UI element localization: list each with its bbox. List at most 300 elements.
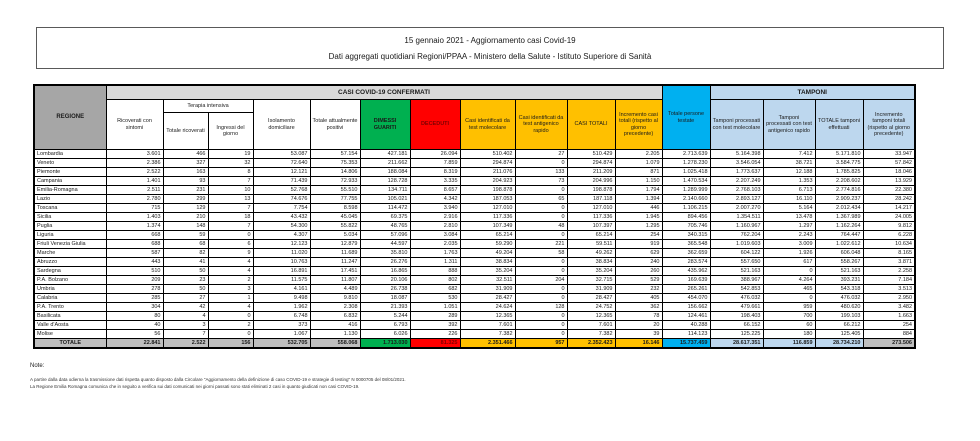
region-name: Toscana [34, 204, 106, 213]
data-cell: 2.035 [410, 240, 460, 249]
data-cell: 480.620 [815, 303, 863, 312]
data-cell: 265.261 [662, 285, 710, 294]
data-cell: 2 [208, 321, 253, 330]
data-cell: 13.478 [763, 213, 815, 222]
data-cell: 31.909 [567, 285, 615, 294]
group-header-casi-confermati: CASI COVID-19 CONFERMATI [106, 85, 662, 100]
data-cell: 0 [515, 330, 567, 339]
data-cell: 72.933 [310, 177, 360, 186]
data-cell: 35.810 [360, 249, 410, 258]
total-cell: 1.713.030 [360, 339, 410, 349]
region-name: Lazio [34, 195, 106, 204]
data-cell: 3 [208, 285, 253, 294]
data-cell: 11.575 [253, 276, 310, 285]
data-cell: 3.546.054 [710, 159, 763, 168]
table-row [34, 186, 915, 195]
data-cell: 521.163 [710, 267, 763, 276]
report-subtitle: Dati aggregati quotidiani Regioni/PPAA - Ministero della Salute - Istituto Superiore di Sanità [328, 52, 652, 61]
data-cell: 12.121 [253, 168, 310, 177]
data-cell: 60 [763, 321, 815, 330]
data-cell: 188.084 [360, 168, 410, 177]
region-name: P.A. Trento [34, 303, 106, 312]
data-cell: 1.785.825 [815, 168, 863, 177]
data-cell: 1.354.511 [710, 213, 763, 222]
data-cell: 427.181 [360, 150, 410, 159]
data-cell: 2.916 [410, 213, 460, 222]
data-cell: 327 [163, 159, 208, 168]
data-cell: 0 [208, 231, 253, 240]
data-cell: 2.258 [863, 267, 915, 276]
region-name: Lombardia [34, 150, 106, 159]
total-cell: 532.705 [253, 339, 310, 349]
data-cell: 2 [208, 276, 253, 285]
data-cell: 529 [615, 276, 662, 285]
data-cell: 58 [515, 249, 567, 258]
data-cell: 2.205 [615, 150, 662, 159]
data-cell: 5.034 [310, 231, 360, 240]
data-cell: 57.154 [310, 150, 360, 159]
region-name: Friuli Venezia Giulia [34, 240, 106, 249]
data-cell: 2.909.237 [815, 195, 863, 204]
data-cell: 392 [410, 321, 460, 330]
data-cell: 6.713 [763, 186, 815, 195]
data-cell: 0 [515, 258, 567, 267]
total-cell: 16.146 [615, 339, 662, 349]
table-row [34, 276, 915, 285]
table-row [34, 177, 915, 186]
region-name: Sardegna [34, 267, 106, 276]
data-cell: 254 [615, 231, 662, 240]
data-cell: 204.923 [460, 177, 515, 186]
data-cell: 198.878 [567, 186, 615, 195]
data-cell: 6.793 [360, 321, 410, 330]
data-cell: 3.584.775 [815, 159, 863, 168]
column-header-dimessi-guariti: DIMESSI GUARITI [360, 100, 410, 150]
data-cell: 107.349 [460, 222, 515, 231]
data-cell: 39 [615, 330, 662, 339]
total-cell: 156 [208, 339, 253, 349]
data-cell: 466 [163, 150, 208, 159]
data-cell: 0 [515, 321, 567, 330]
data-cell: 187.118 [567, 195, 615, 204]
data-cell: 0 [515, 186, 567, 195]
data-cell: 1.401 [106, 177, 163, 186]
data-cell: 7 [208, 204, 253, 213]
data-cell: 1.150 [615, 177, 662, 186]
data-cell: 2.243 [763, 231, 815, 240]
data-cell: 45.045 [310, 213, 360, 222]
data-cell: 1.022.612 [815, 240, 863, 249]
data-cell: 24.624 [460, 303, 515, 312]
column-header-casi-test-molecolare: Casi identificati da test molecolare [460, 100, 515, 150]
data-cell: 3.084 [410, 231, 460, 240]
column-header-totale-persone-testate: Totale persone testate [662, 85, 710, 150]
data-cell: 9.498 [253, 294, 310, 303]
data-cell: 715 [106, 204, 163, 213]
data-cell: 11.807 [310, 276, 360, 285]
notes-title: Note: [30, 363, 45, 369]
column-header-totale-tamponi: TOTALE tamponi effettuati [815, 100, 863, 150]
data-cell: 4.264 [763, 276, 815, 285]
data-cell: 7 [208, 177, 253, 186]
data-cell: 66.212 [815, 321, 863, 330]
data-cell: 454.070 [662, 294, 710, 303]
data-cell: 3.601 [106, 150, 163, 159]
data-cell: 57.096 [360, 231, 410, 240]
data-cell: 23 [163, 276, 208, 285]
data-cell: 50 [163, 285, 208, 294]
data-cell: 7.184 [863, 276, 915, 285]
data-cell: 764.447 [815, 231, 863, 240]
data-cell: 668 [106, 231, 163, 240]
table-row [34, 267, 915, 276]
data-cell: 211.209 [567, 168, 615, 177]
data-cell: 3 [163, 321, 208, 330]
data-cell: 340.315 [662, 231, 710, 240]
region-name: P.A. Bolzano [34, 276, 106, 285]
table-row [34, 222, 915, 231]
report-title: 15 gennaio 2021 - Aggiornamento casi Covid-19 [404, 36, 576, 45]
data-cell: 163 [163, 168, 208, 177]
data-cell: 49.262 [567, 249, 615, 258]
region-name: Molise [34, 330, 106, 339]
data-cell: 117.336 [567, 213, 615, 222]
total-cell: 116.859 [763, 339, 815, 349]
data-cell: 27 [163, 294, 208, 303]
data-cell: 68 [163, 240, 208, 249]
data-cell: 510.429 [567, 150, 615, 159]
data-cell: 114.123 [662, 330, 710, 339]
data-cell: 44.597 [360, 240, 410, 249]
data-cell: 2.386 [106, 159, 163, 168]
data-cell: 1.019.603 [710, 240, 763, 249]
data-cell: 6 [208, 240, 253, 249]
data-cell: 75.353 [310, 159, 360, 168]
data-cell: 32.715 [567, 276, 615, 285]
data-cell: 510.402 [460, 150, 515, 159]
data-cell: 260 [615, 267, 662, 276]
data-cell: 530 [410, 294, 460, 303]
data-cell: 1.470.534 [662, 177, 710, 186]
report-page [0, 27, 980, 391]
data-cell: 82 [163, 249, 208, 258]
data-cell: 4.489 [310, 285, 360, 294]
data-cell: 9 [208, 249, 253, 258]
total-cell: 22.841 [106, 339, 163, 349]
column-header-totale-ricoverati: Totale ricoverati [163, 113, 208, 150]
data-cell: 12.123 [253, 240, 310, 249]
data-cell: 71.439 [253, 177, 310, 186]
data-cell: 6.026 [360, 330, 410, 339]
region-name: Sicilia [34, 213, 106, 222]
data-cell: 3.513 [863, 285, 915, 294]
table-row [34, 294, 915, 303]
column-header-incremento-casi-totali: Incremento casi totali (rispetto al giorno precedente) [615, 100, 662, 150]
data-cell: 285 [106, 294, 163, 303]
data-cell: 32.511 [460, 276, 515, 285]
data-cell: 211.662 [360, 159, 410, 168]
data-cell: 27 [515, 150, 567, 159]
data-cell: 2.713.639 [662, 150, 710, 159]
data-cell: 93 [163, 177, 208, 186]
data-cell: 2.774.816 [815, 186, 863, 195]
data-cell: 700 [763, 312, 815, 321]
data-cell: 125.405 [815, 330, 863, 339]
column-header-casi-test-antigenico: Casi identificati da test antigenico rapido [515, 100, 567, 150]
data-cell: 204 [515, 276, 567, 285]
data-cell: 0 [515, 294, 567, 303]
data-cell: 56 [106, 330, 163, 339]
data-cell: 38.834 [460, 258, 515, 267]
data-cell: 4 [163, 312, 208, 321]
data-cell: 8 [208, 168, 253, 177]
data-cell: 762.204 [710, 231, 763, 240]
data-cell: 2.768.103 [710, 186, 763, 195]
data-cell: 604.122 [710, 249, 763, 258]
data-cell: 16.110 [763, 195, 815, 204]
total-row [34, 339, 915, 349]
data-cell: 12.879 [310, 240, 360, 249]
data-cell: 9.812 [863, 222, 915, 231]
data-cell: 43.432 [253, 213, 310, 222]
table-row [34, 330, 915, 339]
data-cell: 7 [163, 330, 208, 339]
data-cell: 543.318 [815, 285, 863, 294]
data-cell: 0 [515, 213, 567, 222]
data-cell: 16.865 [360, 267, 410, 276]
data-cell: 55.822 [310, 222, 360, 231]
data-cell: 1.130 [310, 330, 360, 339]
region-name: Liguria [34, 231, 106, 240]
data-cell: 20.106 [360, 276, 410, 285]
table-row [34, 240, 915, 249]
data-cell: 59.290 [460, 240, 515, 249]
region-name: Umbria [34, 285, 106, 294]
data-cell: 587 [106, 249, 163, 258]
table-row [34, 312, 915, 321]
data-cell: 42 [163, 303, 208, 312]
data-cell: 65 [515, 195, 567, 204]
data-cell: 1.663 [863, 312, 915, 321]
data-cell: 19 [208, 150, 253, 159]
data-cell: 48.765 [360, 222, 410, 231]
data-cell: 2.522 [106, 168, 163, 177]
data-cell: 134.711 [360, 186, 410, 195]
data-cell: 5.244 [360, 312, 410, 321]
data-cell: 2.208.602 [815, 177, 863, 186]
data-cell: 1.289.999 [662, 186, 710, 195]
data-cell: 28.427 [567, 294, 615, 303]
total-cell: 273.506 [863, 339, 915, 349]
data-cell: 1.311 [410, 258, 460, 267]
data-cell: 362.659 [662, 249, 710, 258]
data-cell: 4 [208, 303, 253, 312]
data-cell: 72.640 [253, 159, 310, 168]
data-cell: 21.393 [360, 303, 410, 312]
data-cell: 24.005 [863, 213, 915, 222]
data-cell: 1.067 [253, 330, 310, 339]
data-cell: 2.780 [106, 195, 163, 204]
data-cell: 14.806 [310, 168, 360, 177]
data-cell: 77.755 [310, 195, 360, 204]
data-cell: 3.009 [763, 240, 815, 249]
data-cell: 446 [615, 204, 662, 213]
data-cell: 2.007.270 [710, 204, 763, 213]
data-cell: 32 [208, 159, 253, 168]
data-cell: 304 [106, 303, 163, 312]
data-cell: 5.164 [763, 204, 815, 213]
data-cell: 1.945 [615, 213, 662, 222]
data-cell: 0 [208, 312, 253, 321]
data-cell: 9.810 [310, 294, 360, 303]
data-cell: 49.204 [460, 249, 515, 258]
table-row [34, 249, 915, 258]
data-cell: 18.046 [863, 168, 915, 177]
data-cell: 393.231 [815, 276, 863, 285]
column-header-incremento-tamponi: Incremento tamponi totali (rispetto al giorno precedente) [863, 100, 915, 150]
data-cell: 55.510 [310, 186, 360, 195]
data-cell: 521.163 [815, 267, 863, 276]
data-cell: 919 [615, 240, 662, 249]
data-cell: 365.548 [662, 240, 710, 249]
data-cell: 4.307 [253, 231, 310, 240]
total-cell: 15.737.459 [662, 339, 710, 349]
table-row [34, 159, 915, 168]
data-cell: 12.365 [567, 312, 615, 321]
data-cell: 28.427 [460, 294, 515, 303]
data-cell: 443 [106, 258, 163, 267]
table-row [34, 231, 915, 240]
data-cell: 294.874 [567, 159, 615, 168]
data-cell: 3.940 [410, 204, 460, 213]
column-header-casi-totali: CASI TOTALI [567, 100, 615, 150]
data-cell: 18 [208, 213, 253, 222]
data-cell: 1.403 [106, 213, 163, 222]
data-cell: 888 [410, 267, 460, 276]
data-cell: 542.853 [710, 285, 763, 294]
data-cell: 2.950 [863, 294, 915, 303]
region-name: Valle d'Aosta [34, 321, 106, 330]
group-header-terapia-intensiva: Terapia intensiva [163, 100, 253, 113]
data-cell: 8.598 [310, 204, 360, 213]
data-cell: 1.297 [763, 222, 815, 231]
data-cell: 5.171.810 [815, 150, 863, 159]
data-cell: 221 [515, 240, 567, 249]
region-name: Marche [34, 249, 106, 258]
data-cell: 416 [310, 321, 360, 330]
data-cell: 74.676 [253, 195, 310, 204]
data-cell: 35.204 [460, 267, 515, 276]
data-cell: 4 [208, 267, 253, 276]
total-cell: 2.522 [163, 339, 208, 349]
data-cell: 6.832 [310, 312, 360, 321]
data-cell: 476.032 [710, 294, 763, 303]
data-cell: 1 [208, 294, 253, 303]
data-cell: 1.794 [615, 186, 662, 195]
data-cell: 802 [410, 276, 460, 285]
data-cell: 35.204 [567, 267, 615, 276]
column-header-isolamento-domiciliare: Isolamento domiciliare [253, 100, 310, 150]
total-cell: 28.617.351 [710, 339, 763, 349]
data-cell: 11.247 [310, 258, 360, 267]
data-cell: 2.893.127 [710, 195, 763, 204]
data-cell: 4 [208, 258, 253, 267]
data-cell: 6.748 [253, 312, 310, 321]
data-cell: 41 [163, 258, 208, 267]
data-cell: 14.217 [863, 204, 915, 213]
data-cell: 8.165 [863, 249, 915, 258]
data-cell: 54.300 [253, 222, 310, 231]
column-header-ingressi-del-giorno: Ingressi del giorno [208, 113, 253, 150]
column-header-tamponi-molecolare: Tamponi processati con test molecolare [710, 100, 763, 150]
data-cell: 2.308 [310, 303, 360, 312]
data-cell: 13.929 [863, 177, 915, 186]
total-cell: 28.734.210 [815, 339, 863, 349]
data-cell: 231 [163, 186, 208, 195]
data-cell: 129 [163, 204, 208, 213]
data-cell: 0 [515, 204, 567, 213]
data-cell: 558.267 [815, 258, 863, 267]
data-cell: 169.639 [662, 276, 710, 285]
data-cell: 254 [863, 321, 915, 330]
data-cell: 2.810 [410, 222, 460, 231]
data-cell: 198.878 [460, 186, 515, 195]
data-cell: 66.152 [710, 321, 763, 330]
data-cell: 278 [106, 285, 163, 294]
data-cell: 3.335 [410, 177, 460, 186]
data-cell: 209 [106, 276, 163, 285]
data-cell: 7 [208, 222, 253, 231]
data-cell: 884 [863, 330, 915, 339]
data-cell: 10 [208, 186, 253, 195]
data-cell: 65.214 [460, 231, 515, 240]
data-cell: 1.367.989 [815, 213, 863, 222]
data-cell: 405 [615, 294, 662, 303]
data-cell: 133 [515, 168, 567, 177]
data-cell: 22.380 [863, 186, 915, 195]
data-cell: 38.721 [763, 159, 815, 168]
data-cell: 199.103 [815, 312, 863, 321]
data-cell: 373 [253, 321, 310, 330]
notes-section [30, 363, 980, 391]
data-cell: 4.161 [253, 285, 310, 294]
data-cell: 187.053 [460, 195, 515, 204]
data-cell: 1.106.215 [662, 204, 710, 213]
data-cell: 476.032 [815, 294, 863, 303]
data-cell: 204.996 [567, 177, 615, 186]
table-row [34, 258, 915, 267]
data-cell: 682 [410, 285, 460, 294]
data-cell: 12.188 [763, 168, 815, 177]
data-cell: 107.397 [567, 222, 615, 231]
table-body [34, 150, 915, 349]
data-cell: 117.336 [460, 213, 515, 222]
data-cell: 18.087 [360, 294, 410, 303]
region-name: Piemonte [34, 168, 106, 177]
data-cell: 0 [515, 159, 567, 168]
data-cell: 13 [208, 195, 253, 204]
data-cell: 7.754 [253, 204, 310, 213]
column-header-regione: REGIONE [34, 85, 106, 150]
data-cell: 1.051 [410, 303, 460, 312]
data-cell: 510 [106, 267, 163, 276]
data-cell: 11.689 [310, 249, 360, 258]
data-cell: 7.412 [763, 150, 815, 159]
data-cell: 705.746 [662, 222, 710, 231]
data-cell: 17.451 [310, 267, 360, 276]
region-name: Abruzzo [34, 258, 106, 267]
data-cell: 38.834 [567, 258, 615, 267]
